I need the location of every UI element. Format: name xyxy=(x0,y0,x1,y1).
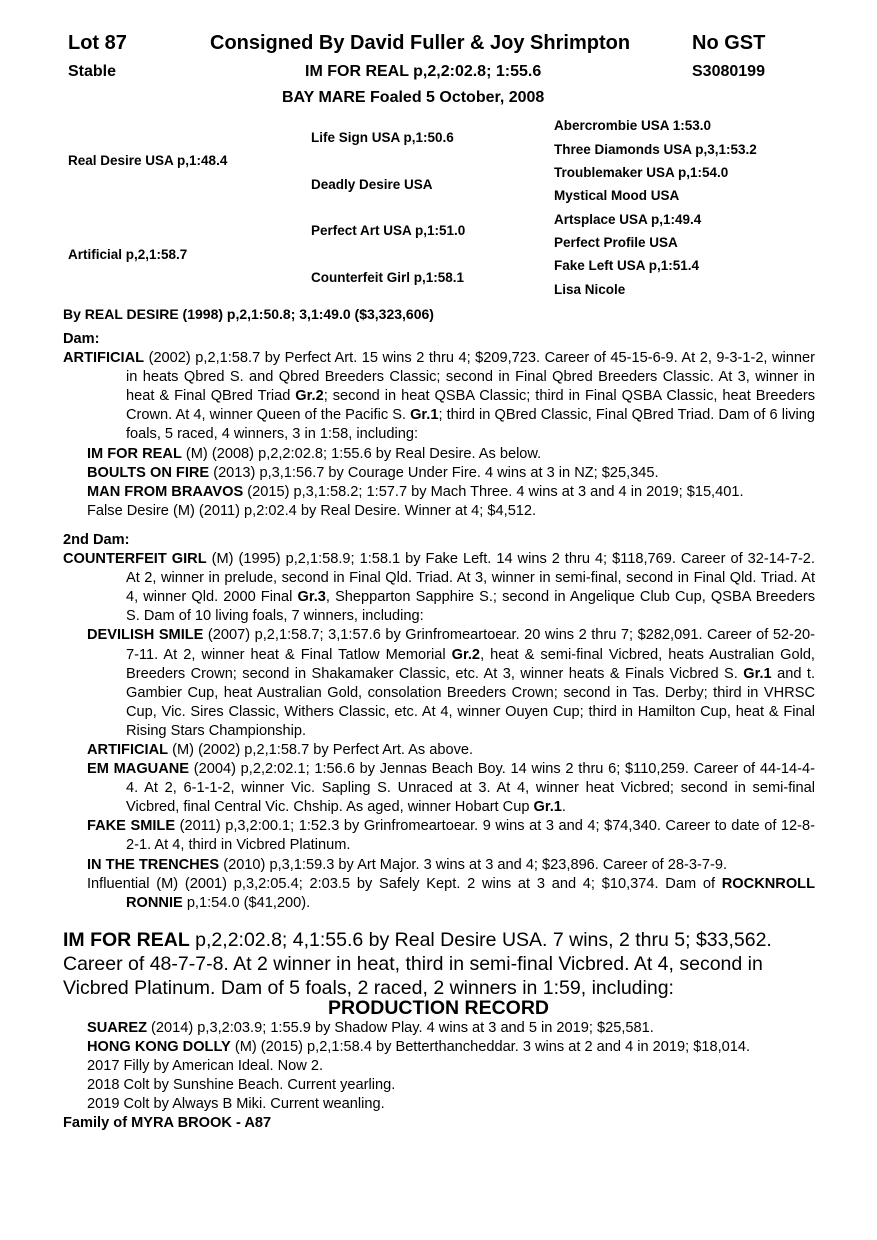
progeny-text: (2013) p,3,1:56.7 by Courage Under Fire. 4 wins at 3 in NZ; $25,345. xyxy=(209,464,659,481)
production-item xyxy=(63,1057,815,1076)
grade: Gr.1 xyxy=(743,665,772,682)
progeny-text: Influential (M) (2001) p,3,2:05.4; 2:03.5 by Safely Kept. 2 wins at 3 and 4; $10,374. Dam of xyxy=(87,875,722,892)
progeny-item xyxy=(63,464,815,483)
dam-text: (2002) p,2,1:58.7 by Perfect Art. 15 wins 2 thru 4; $209,723. Career of 45-15-6-9. At 2, 9-3-1-2, winner in heats Qbred S. and Qbred Breeders Classic; second in Final Qbred Breeders Classic. At 3, winner in heat & Final QBred Triad xyxy=(126,350,815,405)
second-dam-name: COUNTERFEIT GIRL xyxy=(63,551,207,568)
second-dam-text: , Shepparton Sapphire S.; second in Angelique Club Cup, QSBA Breeders S. Dam of 10 living foals, 7 winners, including: xyxy=(126,589,815,625)
production-item xyxy=(63,1038,815,1057)
progeny-text: (2004) p,2,2:02.1; 1:56.6 by Jennas Beach Boy. 14 wins 2 thru 6; $110,259. Career of 44-14-4-4. At 2, 6-1-1-2, winner Vic. Sapling S. Unraced at 3. At 4, winner heat Vicbred; second in semi-final Vicbred, final Central Vic. Chship. As aged, winner Hobart Cup xyxy=(126,761,815,816)
dam-paragraph xyxy=(63,349,815,444)
progeny-name: ROCKNROLL RONNIE xyxy=(126,875,815,911)
production-heading: PRODUCTION RECORD xyxy=(327,997,549,1019)
progeny-name: EM MAGUANE xyxy=(87,761,190,778)
pedigree-sire-sire: Life Sign USA p,1:50.6 xyxy=(311,130,454,145)
dam-grade: Gr.2 xyxy=(295,388,324,405)
progeny-text: (2011) p,3,2:00.1; 1:52.3 by Grinfromeartoear. 9 wins at 3 and 4; $74,340. Career to date of 12-8-2-1. At 4, third in Vicbred Platinum. xyxy=(126,818,815,854)
pedigree-dam: Artificial p,2,1:58.7 xyxy=(68,247,188,262)
progeny-text: (M) (2008) p,2,2:02.8; 1:55.6 by Real Desire. As below. xyxy=(181,445,542,462)
production-item xyxy=(63,1076,815,1095)
pedigree-gen3: Abercrombie USA 1:53.0 xyxy=(554,118,712,133)
dam-name: ARTIFICIAL xyxy=(63,350,145,367)
second-dam-label: 2nd Dam: xyxy=(63,531,130,548)
production-text: (2014) p,3,2:03.9; 1:55.9 by Shadow Play. 4 wins at 3 and 5 in 2019; $25,581. xyxy=(147,1020,654,1036)
horse-line: IM FOR REAL p,2,2:02.8; 1:55.6 xyxy=(305,63,542,80)
production-text: 2017 Filly by American Ideal. Now 2. xyxy=(87,1058,324,1075)
progeny-text: . xyxy=(561,799,566,816)
dam-grade: Gr.1 xyxy=(410,407,439,424)
pedigree-gen3: Troublemaker USA p,1:54.0 xyxy=(554,165,729,180)
second-dam-text: (M) (1995) p,2,1:58.9; 1:58.1 by Fake Left. 14 wins 2 thru 4; $118,769. Career of 32-14-7-2. At 2, winner in prelude, second in Final Qld. Triad. At 3, winner in semi-final, second in Final Qld. Triad. At 4, winner Qld. 2000 Final xyxy=(126,551,815,606)
progeny-text: (2015) p,3,1:58.2; 1:57.7 by Mach Three. 4 wins at 3 and 4 in 2019; $15,401. xyxy=(243,483,744,500)
pedigree-gen3: Fake Left USA p,1:51.4 xyxy=(554,258,700,273)
consignor: Consigned By David Fuller & Joy Shrimpton xyxy=(210,32,631,54)
progeny-item xyxy=(63,626,815,741)
progeny-text: False Desire (M) (2011) p,2:02.4 by Real Desire. Winner at 4; $4,512. xyxy=(87,502,537,519)
progeny-item xyxy=(63,817,815,855)
production-text: 2019 Colt by Always B Miki. Current weanling. xyxy=(87,1096,385,1113)
progeny-text: (2010) p,3,1:59.3 by Art Major. 3 wins at 3 and 4; $23,896. Career of 28-3-7-9. xyxy=(219,856,728,873)
production-text: 2018 Colt by Sunshine Beach. Current yearling. xyxy=(87,1077,396,1094)
pedigree-gen3: Lisa Nicole xyxy=(554,282,626,297)
family-line: Family of MYRA BROOK - A87 xyxy=(63,1115,272,1132)
progeny-text: p,1:54.0 ($41,200). xyxy=(182,894,311,911)
progeny-item xyxy=(63,856,815,875)
progeny-text: and t. Gambier Cup, heat Australian Gold, consolation Breeders Crown; second in Tas. Derby; third in VHRSC Cup, Vic. Sires Classic, Withers Classic, etc. At 4, winner Ouyen Cup; third in Hamilton Cup, heat & Final Rising Stars Championship. xyxy=(126,665,815,739)
progeny-name: ARTIFICIAL xyxy=(87,741,169,758)
progeny-name: DEVILISH SMILE xyxy=(87,627,204,644)
progeny-name: IN THE TRENCHES xyxy=(87,856,220,873)
progeny-name: IM FOR REAL xyxy=(87,445,182,462)
pedigree-gen3: Artsplace USA p,1:49.4 xyxy=(554,212,702,227)
pedigree-gen3: Perfect Profile USA xyxy=(554,235,678,250)
grade: Gr.3 xyxy=(297,589,326,606)
foaling-line: BAY MARE Foaled 5 October, 2008 xyxy=(282,89,545,106)
location: Stable xyxy=(68,63,117,80)
pedigree-sire: Real Desire USA p,1:48.4 xyxy=(68,153,228,168)
progeny-name: FAKE SMILE xyxy=(87,818,176,835)
dam-text: ; second in heat QSBA Classic; third in Final QSBA Classic, heat Breeders Crown. At 4, winner Queen of the Pacific S. xyxy=(126,388,815,424)
summary-paragraph xyxy=(63,929,783,1000)
horse-id: S3080199 xyxy=(692,63,765,80)
pedigree-gen3: Mystical Mood USA xyxy=(554,188,680,203)
sire-line: By REAL DESIRE (1998) p,2,1:50.8; 3,1:49.0 ($3,323,606) xyxy=(63,306,434,322)
progeny-name: MAN FROM BRAAVOS xyxy=(87,483,244,500)
progeny-text: (2007) p,2,1:58.7; 3,1:57.6 by Grinfromeartoear. 20 wins 2 thru 7; $282,091. Career of 52-20-7-11. At 2, winner heat & Final Tatlow Memorial xyxy=(126,627,816,663)
pedigree-dam-sire: Perfect Art USA p,1:51.0 xyxy=(311,223,466,238)
summary-name: IM FOR REAL xyxy=(63,929,190,951)
dam-label: Dam: xyxy=(63,331,100,347)
production-text: (M) (2015) p,2,1:58.4 by Betterthancheddar. 3 wins at 2 and 4 in 2019; $18,014. xyxy=(230,1039,751,1056)
progeny-item xyxy=(63,760,815,817)
progeny-item xyxy=(63,741,815,760)
production-item xyxy=(63,1095,815,1114)
progeny-text: , heat & semi-final Vicbred, heats Australian Gold, Breeders Crown; second in Shakamaker Classic, etc. At 3, winner heats & Finals Vicbred S. xyxy=(126,646,815,682)
progeny-name: BOULTS ON FIRE xyxy=(87,464,210,481)
summary-text: p,2,2:02.8; 4,1:55.6 by Real Desire USA. 7 wins, 2 thru 5; $33,562. Career of 48-7-7-8. At 2 winner in heat, third in semi-final Vicbred. At 4, second in Vicbred Platinum. Dam of 5 foals, 2 raced, 2 winners in 1:59, including: xyxy=(63,929,772,999)
pedigree-dam-dam: Counterfeit Girl p,1:58.1 xyxy=(311,270,465,285)
lot-number: Lot 87 xyxy=(68,32,127,54)
pedigree-gen3: Three Diamonds USA p,3,1:53.2 xyxy=(554,142,757,157)
progeny-item xyxy=(63,502,815,521)
grade: Gr.2 xyxy=(451,646,481,663)
gst-status: No GST xyxy=(692,32,766,54)
production-name: SUAREZ xyxy=(87,1020,147,1036)
grade: Gr.1 xyxy=(533,799,562,816)
progeny-item xyxy=(63,483,815,502)
pedigree-sire-dam: Deadly Desire USA xyxy=(311,177,433,192)
production-item xyxy=(63,1019,815,1038)
progeny-item xyxy=(63,875,815,913)
progeny-text: (M) (2002) p,2,1:58.7 by Perfect Art. As above. xyxy=(168,741,474,758)
dam-section xyxy=(63,330,815,913)
production-name: HONG KONG DOLLY xyxy=(87,1039,231,1056)
second-dam-paragraph xyxy=(63,550,815,626)
production-list xyxy=(63,1019,815,1134)
progeny-item xyxy=(63,445,815,464)
dam-text: ; third in QBred Classic, Final QBred Triad. Dam of 6 living foals, 5 raced, 4 winners, 3 in 1:58, including: xyxy=(126,407,815,443)
